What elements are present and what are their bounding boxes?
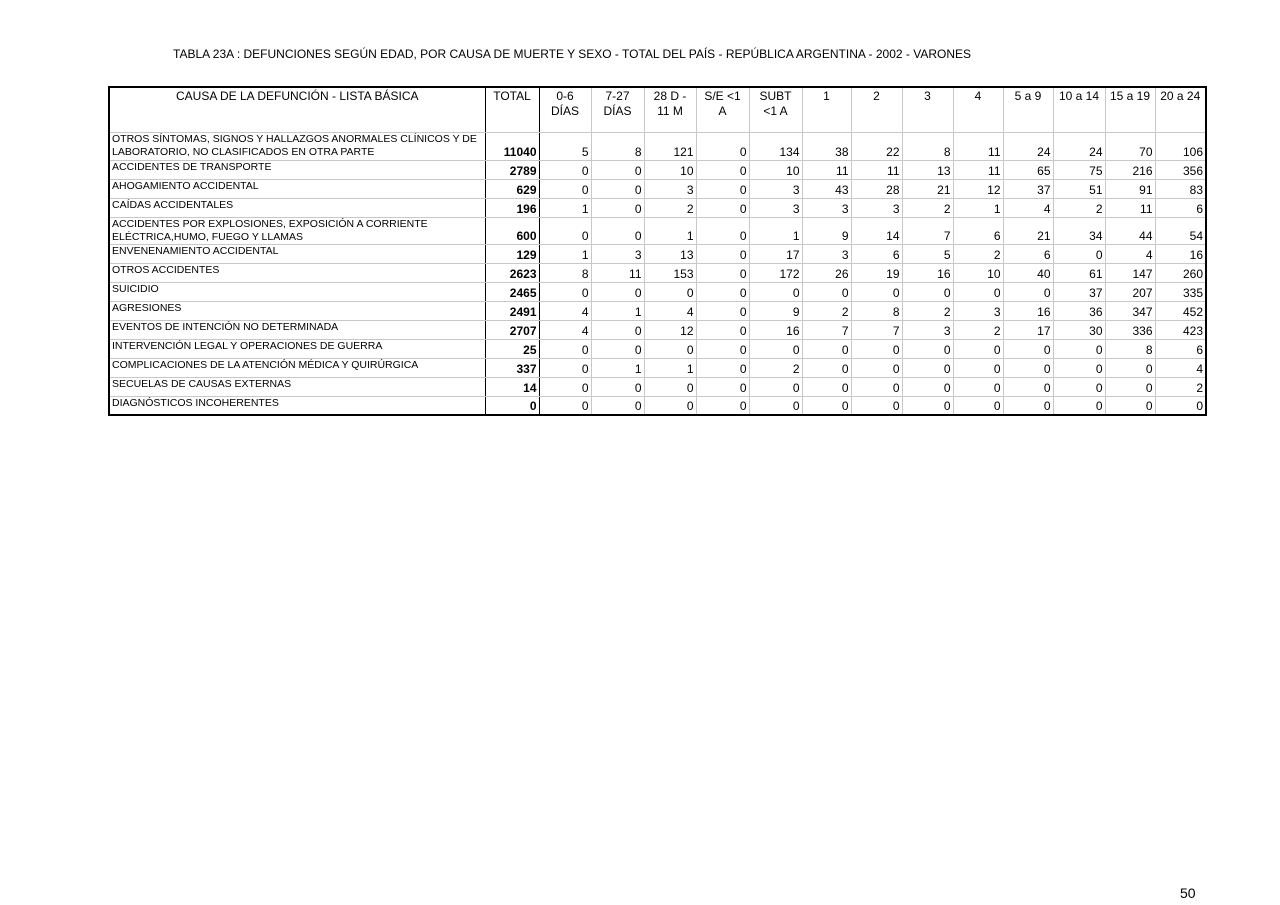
- value-cell: 0: [902, 283, 953, 302]
- table-row: [109, 264, 1206, 283]
- value-cell: 0: [1053, 359, 1105, 378]
- value-cell: 0: [539, 397, 591, 415]
- value-cell: 11: [802, 161, 851, 180]
- cause-cell: DIAGNÓSTICOS INCOHERENTES: [109, 397, 485, 415]
- value-cell: 0: [802, 359, 851, 378]
- cause-cell: AGRESIONES: [109, 302, 485, 321]
- mortality-table: [108, 86, 1207, 416]
- value-cell: 0: [802, 283, 851, 302]
- value-cell: 356: [1155, 161, 1206, 180]
- value-cell: 9: [749, 302, 802, 321]
- table-row: [109, 180, 1206, 199]
- value-cell: 1: [749, 218, 802, 245]
- value-cell: 34: [1053, 218, 1105, 245]
- table-row: [109, 133, 1206, 161]
- column-header: 4: [953, 87, 1003, 133]
- value-cell: 3: [851, 199, 902, 218]
- value-cell: 43: [802, 180, 851, 199]
- value-cell: 0: [749, 340, 802, 359]
- value-cell: 0: [802, 378, 851, 397]
- value-cell: 6: [953, 218, 1003, 245]
- cause-cell: EVENTOS DE INTENCIÓN NO DETERMINADA: [109, 321, 485, 340]
- table-row: [109, 378, 1206, 397]
- cause-cell: AHOGAMIENTO ACCIDENTAL: [109, 180, 485, 199]
- value-cell: 2: [802, 302, 851, 321]
- value-cell: 0: [1105, 397, 1155, 415]
- cause-cell: CAÍDAS ACCIDENTALES: [109, 199, 485, 218]
- value-cell: 0: [696, 302, 749, 321]
- value-cell: 4: [539, 302, 591, 321]
- value-cell: 2: [749, 359, 802, 378]
- cause-cell: ACCIDENTES POR EXPLOSIONES, EXPOSICIÓN A CORRIENTE ELÉCTRICA,HUMO, FUEGO Y LLAMAS: [109, 218, 485, 245]
- page-number: 50: [1180, 885, 1196, 901]
- value-cell: 1: [644, 359, 696, 378]
- total-cell: 129: [485, 245, 539, 264]
- column-header: SUBT <1 A: [749, 87, 802, 133]
- value-cell: 0: [539, 340, 591, 359]
- value-cell: 3: [749, 180, 802, 199]
- cause-cell: SECUELAS DE CAUSAS EXTERNAS: [109, 378, 485, 397]
- value-cell: 2: [1155, 378, 1206, 397]
- total-cell: 11040: [485, 133, 539, 161]
- table-row: [109, 359, 1206, 378]
- column-header-cause: CAUSA DE LA DEFUNCIÓN - LISTA BÁSICA: [109, 87, 485, 133]
- value-cell: 7: [902, 218, 953, 245]
- value-cell: 0: [953, 340, 1003, 359]
- value-cell: 0: [696, 359, 749, 378]
- table-row: [109, 161, 1206, 180]
- total-cell: 196: [485, 199, 539, 218]
- value-cell: 83: [1155, 180, 1206, 199]
- total-cell: 2789: [485, 161, 539, 180]
- total-cell: 600: [485, 218, 539, 245]
- value-cell: 2: [953, 321, 1003, 340]
- value-cell: 7: [851, 321, 902, 340]
- value-cell: 423: [1155, 321, 1206, 340]
- value-cell: 0: [1105, 378, 1155, 397]
- total-cell: 2491: [485, 302, 539, 321]
- value-cell: 2: [1053, 199, 1105, 218]
- value-cell: 347: [1105, 302, 1155, 321]
- value-cell: 1: [953, 199, 1003, 218]
- column-header: 20 a 24: [1155, 87, 1206, 133]
- value-cell: 24: [1053, 133, 1105, 161]
- value-cell: 0: [696, 340, 749, 359]
- value-cell: 0: [953, 283, 1003, 302]
- value-cell: 0: [749, 397, 802, 415]
- value-cell: 121: [644, 133, 696, 161]
- value-cell: 61: [1053, 264, 1105, 283]
- value-cell: 106: [1155, 133, 1206, 161]
- value-cell: 0: [539, 180, 591, 199]
- value-cell: 13: [902, 161, 953, 180]
- cause-cell: ACCIDENTES DE TRANSPORTE: [109, 161, 485, 180]
- value-cell: 24: [1003, 133, 1053, 161]
- value-cell: 0: [591, 161, 644, 180]
- table-row: [109, 283, 1206, 302]
- value-cell: 0: [802, 397, 851, 415]
- value-cell: 1: [644, 218, 696, 245]
- value-cell: 0: [696, 199, 749, 218]
- value-cell: 0: [696, 283, 749, 302]
- value-cell: 8: [851, 302, 902, 321]
- value-cell: 0: [1053, 340, 1105, 359]
- value-cell: 4: [1105, 245, 1155, 264]
- value-cell: 0: [591, 321, 644, 340]
- value-cell: 12: [644, 321, 696, 340]
- value-cell: 172: [749, 264, 802, 283]
- value-cell: 0: [539, 161, 591, 180]
- value-cell: 0: [1003, 283, 1053, 302]
- value-cell: 4: [644, 302, 696, 321]
- value-cell: 3: [591, 245, 644, 264]
- value-cell: 19: [851, 264, 902, 283]
- table-row: [109, 321, 1206, 340]
- value-cell: 0: [1105, 359, 1155, 378]
- value-cell: 3: [953, 302, 1003, 321]
- table-row: [109, 397, 1206, 415]
- value-cell: 91: [1105, 180, 1155, 199]
- value-cell: 0: [539, 378, 591, 397]
- value-cell: 0: [591, 397, 644, 415]
- value-cell: 1: [591, 302, 644, 321]
- table-title: TABLA 23A : DEFUNCIONES SEGÚN EDAD, POR CAUSA DE MUERTE Y SEXO - TOTAL DEL PAÍS - REPÚBLICA ARGENTINA - 2002 - VARONES: [173, 47, 972, 61]
- value-cell: 5: [902, 245, 953, 264]
- value-cell: 0: [1003, 340, 1053, 359]
- value-cell: 0: [1003, 378, 1053, 397]
- value-cell: 75: [1053, 161, 1105, 180]
- value-cell: 14: [851, 218, 902, 245]
- cause-cell: COMPLICACIONES DE LA ATENCIÓN MÉDICA Y QUIRÚRGICA: [109, 359, 485, 378]
- value-cell: 26: [802, 264, 851, 283]
- value-cell: 7: [802, 321, 851, 340]
- value-cell: 335: [1155, 283, 1206, 302]
- column-header: 2: [851, 87, 902, 133]
- value-cell: 0: [851, 378, 902, 397]
- value-cell: 4: [1003, 199, 1053, 218]
- value-cell: 207: [1105, 283, 1155, 302]
- value-cell: 0: [1196, 398, 1203, 413]
- value-cell: 3: [802, 199, 851, 218]
- value-cell: 65: [1003, 161, 1053, 180]
- value-cell: 0: [696, 321, 749, 340]
- value-cell: 0: [696, 245, 749, 264]
- value-cell: 2: [902, 302, 953, 321]
- value-cell: 37: [1003, 180, 1053, 199]
- value-cell: 0: [644, 378, 696, 397]
- value-cell: 16: [902, 264, 953, 283]
- value-cell: 147: [1105, 264, 1155, 283]
- table-row: [109, 245, 1206, 264]
- value-cell: 0: [851, 283, 902, 302]
- value-cell: 0: [644, 283, 696, 302]
- value-cell: 0: [696, 161, 749, 180]
- header-row: [109, 87, 1206, 133]
- value-cell: 1: [539, 199, 591, 218]
- value-cell: 0: [749, 283, 802, 302]
- value-cell: 0: [802, 340, 851, 359]
- value-cell: 22: [851, 133, 902, 161]
- value-cell: 40: [1003, 264, 1053, 283]
- value-cell: 0: [953, 378, 1003, 397]
- value-cell: 0: [696, 180, 749, 199]
- value-cell: 0: [1003, 397, 1053, 415]
- value-cell: 3: [749, 199, 802, 218]
- value-cell: 1: [591, 359, 644, 378]
- total-cell: 14: [485, 378, 539, 397]
- value-cell: 0: [696, 218, 749, 245]
- value-cell: 21: [902, 180, 953, 199]
- value-cell: 8: [1105, 340, 1155, 359]
- value-cell: 17: [749, 245, 802, 264]
- value-cell: 37: [1053, 283, 1105, 302]
- value-cell: 6: [851, 245, 902, 264]
- value-cell: 0: [591, 199, 644, 218]
- value-cell: 11: [953, 161, 1003, 180]
- value-cell: 134: [749, 133, 802, 161]
- value-cell: 5: [539, 133, 591, 161]
- value-cell: 12: [953, 180, 1003, 199]
- table-row: [109, 302, 1206, 321]
- value-cell: 6: [1155, 199, 1206, 218]
- value-cell: 216: [1105, 161, 1155, 180]
- value-cell: 10: [953, 264, 1003, 283]
- column-header: 28 D - 11 M: [644, 87, 696, 133]
- value-cell: 70: [1105, 133, 1155, 161]
- value-cell: 51: [1053, 180, 1105, 199]
- column-header: 0-6 DÍAS: [539, 87, 591, 133]
- value-cell: 0: [1003, 359, 1053, 378]
- value-cell: 0: [591, 180, 644, 199]
- value-cell: 11: [1105, 199, 1155, 218]
- table-row: [109, 340, 1206, 359]
- table-body: [109, 133, 1206, 415]
- value-cell: 11: [851, 161, 902, 180]
- value-cell: 153: [644, 264, 696, 283]
- value-cell: 0: [539, 359, 591, 378]
- total-cell: 0: [485, 397, 539, 415]
- value-cell: 0: [591, 378, 644, 397]
- value-cell: 260: [1155, 264, 1206, 283]
- value-cell: 0: [591, 283, 644, 302]
- value-cell: 1: [539, 245, 591, 264]
- value-cell: 36: [1053, 302, 1105, 321]
- table-row: [109, 199, 1206, 218]
- value-cell: 0: [851, 359, 902, 378]
- value-cell: 3: [902, 321, 953, 340]
- value-cell: 0: [644, 397, 696, 415]
- column-header: 3: [902, 87, 953, 133]
- column-header: 10 a 14: [1053, 87, 1105, 133]
- value-cell: 0: [696, 133, 749, 161]
- value-cell: 0: [1053, 245, 1105, 264]
- table-row: [109, 218, 1206, 245]
- column-header: 1: [802, 87, 851, 133]
- value-cell: 11: [591, 264, 644, 283]
- value-cell: 0: [953, 359, 1003, 378]
- value-cell: 0: [696, 397, 749, 415]
- value-cell: 28: [851, 180, 902, 199]
- value-cell: 10: [644, 161, 696, 180]
- value-cell: 2: [644, 199, 696, 218]
- value-cell: 38: [802, 133, 851, 161]
- total-cell: 337: [485, 359, 539, 378]
- value-cell: 0: [1053, 397, 1105, 415]
- value-cell: 8: [591, 133, 644, 161]
- value-cell: 0: [591, 340, 644, 359]
- cause-cell: OTROS SÍNTOMAS, SIGNOS Y HALLAZGOS ANORMALES CLÍNICOS Y DE LABORATORIO, NO CLASIFICADOS EN OTRA PARTE: [109, 133, 485, 161]
- value-cell: 0: [696, 264, 749, 283]
- cause-cell: ENVENENAMIENTO ACCIDENTAL: [109, 245, 485, 264]
- value-cell: 8: [539, 264, 591, 283]
- value-cell: 17: [1003, 321, 1053, 340]
- value-cell: 0: [539, 218, 591, 245]
- value-cell: 0: [902, 378, 953, 397]
- total-cell: 2707: [485, 321, 539, 340]
- value-cell: 3: [802, 245, 851, 264]
- value-cell: 0: [696, 378, 749, 397]
- value-cell: 0: [539, 283, 591, 302]
- value-cell: 0: [1053, 378, 1105, 397]
- total-cell: 2465: [485, 283, 539, 302]
- value-cell: 0: [902, 359, 953, 378]
- cause-cell: OTROS ACCIDENTES: [109, 264, 485, 283]
- total-cell: 629: [485, 180, 539, 199]
- value-cell: 21: [1003, 218, 1053, 245]
- total-cell: 2623: [485, 264, 539, 283]
- column-header-total: TOTAL: [485, 87, 539, 133]
- value-cell: 0: [749, 378, 802, 397]
- total-cell: 25: [485, 340, 539, 359]
- value-cell: 3: [644, 180, 696, 199]
- cause-cell: INTERVENCIÓN LEGAL Y OPERACIONES DE GUERRA: [109, 340, 485, 359]
- value-cell: 4: [539, 321, 591, 340]
- value-cell: 16: [749, 321, 802, 340]
- value-cell: 8: [902, 133, 953, 161]
- value-cell: 0: [644, 340, 696, 359]
- value-cell: 30: [1053, 321, 1105, 340]
- cause-cell: SUICIDIO: [109, 283, 485, 302]
- value-cell: 13: [644, 245, 696, 264]
- value-cell: 16: [1003, 302, 1053, 321]
- value-cell: 336: [1105, 321, 1155, 340]
- value-cell: 6: [1003, 245, 1053, 264]
- value-cell: 0: [902, 397, 953, 415]
- value-cell: 11: [953, 133, 1003, 161]
- value-cell: 4: [1155, 359, 1206, 378]
- value-cell: 0: [851, 340, 902, 359]
- value-cell: 0: [851, 397, 902, 415]
- column-header: 15 a 19: [1105, 87, 1155, 133]
- value-cell: 9: [802, 218, 851, 245]
- value-cell: 0: [953, 397, 1003, 415]
- value-cell: 452: [1155, 302, 1206, 321]
- column-header: 7-27 DÍAS: [591, 87, 644, 133]
- value-cell: 6: [1155, 340, 1206, 359]
- value-cell: 10: [749, 161, 802, 180]
- column-header: 5 a 9: [1003, 87, 1053, 133]
- value-cell: 54: [1155, 218, 1206, 245]
- column-header: S/E <1 A: [696, 87, 749, 133]
- value-cell: 2: [902, 199, 953, 218]
- value-cell: 44: [1105, 218, 1155, 245]
- value-cell: 16: [1155, 245, 1206, 264]
- value-cell: 0: [591, 218, 644, 245]
- value-cell: 2: [953, 245, 1003, 264]
- value-cell: 0: [902, 340, 953, 359]
